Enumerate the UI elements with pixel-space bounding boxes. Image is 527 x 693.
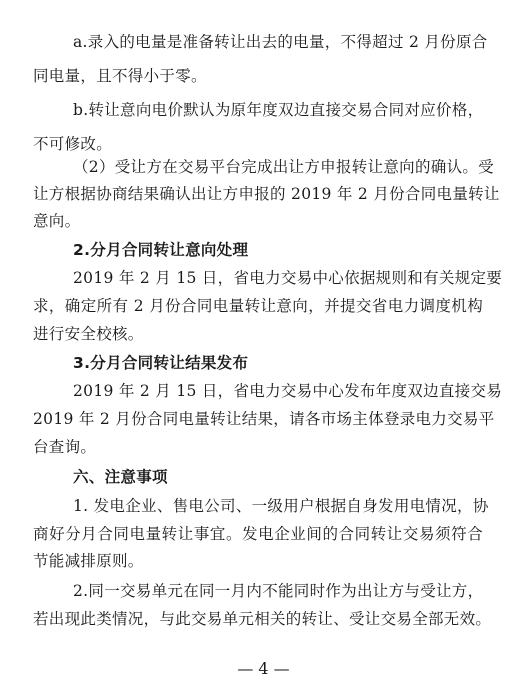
paragraph-line: 让方根据协商结果确认出让方申报的 2019 年 2 月份合同电量转让 <box>33 185 500 203</box>
section-heading: 2.分月合同转让意向处理 <box>73 241 249 259</box>
paragraph-line: a.录入的电量是准备转让出去的电量，不得超过 2 月份原合 <box>73 33 488 51</box>
paragraph-line: 若出现此类情况，与此交易单元相关的转让、受让交易全部无效。 <box>33 610 492 628</box>
paragraph-line: 不可修改。 <box>33 135 113 153</box>
paragraph-line: 2.同一交易单元在同一月内不能同时作为出让方与受让方， <box>73 582 484 600</box>
paragraph-line: 同电量，且不得小于零。 <box>33 67 207 85</box>
page-number: — 4 — <box>237 659 290 678</box>
section-heading: 六、注意事项 <box>73 468 168 486</box>
paragraph-line: 1. 发电企业、售电公司、一级用户根据自身发用电情况，协 <box>73 497 489 515</box>
paragraph-line: 2019 年 2 月 15 日，省电力交易中心依据规则和有关规定要 <box>73 269 503 287</box>
paragraph-line: （2）受让方在交易平台完成出让方申报转让意向的确认。受 <box>73 158 494 176</box>
paragraph-line: 求，确定所有 2 月份合同电量转让意向，并提交省电力调度机构 <box>33 297 483 315</box>
paragraph-line: 意向。 <box>33 212 81 230</box>
paragraph-line: 节能减排原则。 <box>33 552 144 570</box>
paragraph-line: 2019 年 2 月 15 日，省电力交易中心发布年度双边直接交易 <box>73 382 503 400</box>
paragraph-line: 商好分月合同电量转让事宜。发电企业间的合同转让交易须符合 <box>33 525 483 543</box>
section-heading: 3.分月合同转让结果发布 <box>73 354 249 372</box>
paragraph-line: 进行安全校核。 <box>33 325 144 343</box>
paragraph-line: 台查询。 <box>33 438 97 456</box>
paragraph-line: 2019 年 2 月份合同电量转让结果，请各市场主体登录电力交易平 <box>33 410 495 428</box>
paragraph-line: b.转让意向电价默认为原年度双边直接交易合同对应价格， <box>73 101 484 119</box>
